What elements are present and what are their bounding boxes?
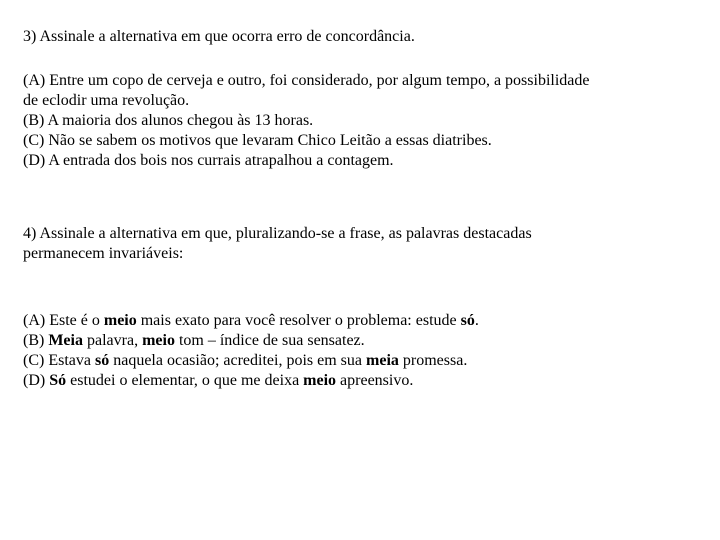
question-3-option-b: (B) A maioria dos alunos chegou às 13 horas. xyxy=(23,112,314,129)
question-4-option-d xyxy=(23,371,703,391)
highlighted-word: meio xyxy=(303,372,337,389)
option-text: mais exato para você resolver o problema: estude xyxy=(136,312,461,329)
highlighted-word: meia xyxy=(366,352,399,369)
option-text: promessa. xyxy=(398,352,468,369)
highlighted-word: meio xyxy=(103,312,137,329)
question-4-option-a xyxy=(23,311,703,331)
question-4-title-line1: 4) Assinale a alternativa em que, pluralizando-se a frase, as palavras destacadas xyxy=(23,225,532,242)
highlighted-word: só xyxy=(460,312,475,329)
option-text: (B) xyxy=(23,332,49,349)
question-4 xyxy=(23,224,703,391)
question-4-title-line2: permanecem invariáveis: xyxy=(23,245,184,262)
highlighted-word: Meia xyxy=(48,332,83,349)
question-3-title: 3) Assinale a alternativa em que ocorra erro de concordância. xyxy=(23,28,415,45)
option-text: apreensivo. xyxy=(336,372,414,389)
option-text: (A) Este é o xyxy=(23,312,104,329)
highlighted-word: meio xyxy=(142,332,175,349)
option-text: tom – índice de sua sensatez. xyxy=(174,332,365,349)
question-4-options xyxy=(23,311,703,391)
question-3-option-d: (D) A entrada dos bois nos currais atrapalhou a contagem. xyxy=(23,152,394,169)
question-4-option-c xyxy=(23,351,703,371)
question-3 xyxy=(23,27,703,171)
highlighted-word: só xyxy=(94,352,110,369)
highlighted-word: Só xyxy=(49,372,67,389)
question-3-option-c: (C) Não se sabem os motivos que levaram Chico Leitão a essas diatribes. xyxy=(23,132,492,149)
question-3-options xyxy=(23,71,703,171)
question-4-option-b xyxy=(23,331,703,351)
option-text: . xyxy=(474,312,479,329)
option-text: (D) xyxy=(23,372,50,389)
option-text: estudei o elementar, o que me deixa xyxy=(66,372,304,389)
option-text: naquela ocasião; acreditei, pois em sua xyxy=(109,352,367,369)
document-page xyxy=(23,27,703,389)
question-3-option-a-line1: (A) Entre um copo de cerveja e outro, foi considerado, por algum tempo, a possibilidade xyxy=(23,72,590,89)
question-3-option-a-line2: de eclodir uma revolução. xyxy=(23,92,190,109)
option-text: (C) Estava xyxy=(23,352,95,369)
option-text: palavra, xyxy=(82,332,143,349)
